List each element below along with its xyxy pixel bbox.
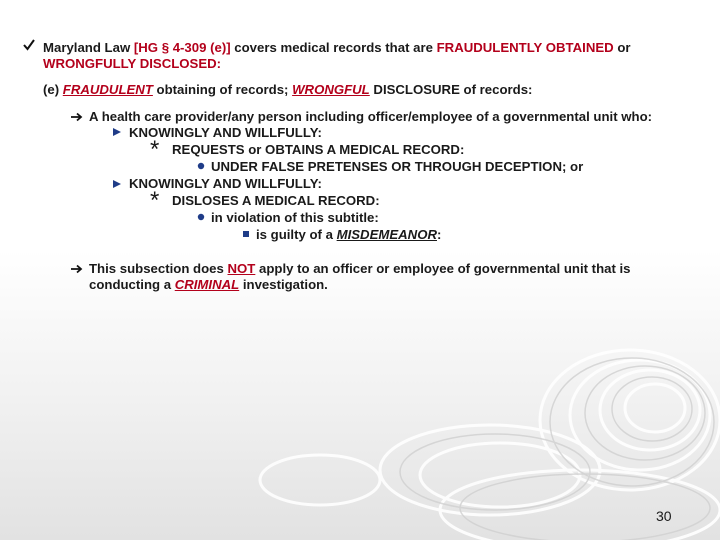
item2-line-1: This subsection does NOT apply to an officer or employee of governmental unit that is	[89, 261, 631, 276]
subsection-heading: (e) FRAUDULENT obtaining of records; WRONGFUL DISCLOSURE of records:	[43, 82, 533, 97]
dot-bullet-icon	[197, 213, 205, 221]
asterisk-icon: *	[150, 187, 160, 214]
item2-line-2: conducting a CRIMINAL investigation.	[89, 277, 328, 292]
discloses-line: DISLOSES A MEDICAL RECORD:	[172, 193, 380, 208]
item1-text: A health care provider/any person including officer/employee of a governmental unit who:	[89, 109, 653, 124]
triangle-bullet-icon	[112, 179, 122, 189]
intro-line-1: Maryland Law [HG § 4-309 (e)] covers medical records that are FRAUDULENTLY OBTAINED or	[43, 40, 631, 55]
guilty-line: is guilty of a MISDEMEANOR:	[256, 227, 442, 242]
page-number: 30	[656, 508, 672, 524]
dot-bullet-icon	[197, 162, 205, 170]
intro-line-2: WRONGFULLY DISCLOSED:	[43, 56, 222, 71]
false-pretenses-line: UNDER FALSE PRETENSES OR THROUGH DECEPTION; or	[211, 159, 584, 174]
violation-line: in violation of this subtitle:	[211, 210, 379, 225]
knowingly-2: KNOWINGLY AND WILLFULLY:	[129, 176, 322, 191]
asterisk-icon: *	[150, 136, 160, 163]
requests-line: REQUESTS or OBTAINS A MEDICAL RECORD:	[172, 142, 465, 157]
checkmark-icon	[22, 38, 36, 52]
triangle-bullet-icon	[112, 127, 122, 137]
knowingly-1: KNOWINGLY AND WILLFULLY:	[129, 125, 322, 140]
square-bullet-icon	[242, 230, 250, 238]
arrow-right-icon	[70, 264, 84, 274]
arrow-right-icon	[70, 112, 84, 122]
